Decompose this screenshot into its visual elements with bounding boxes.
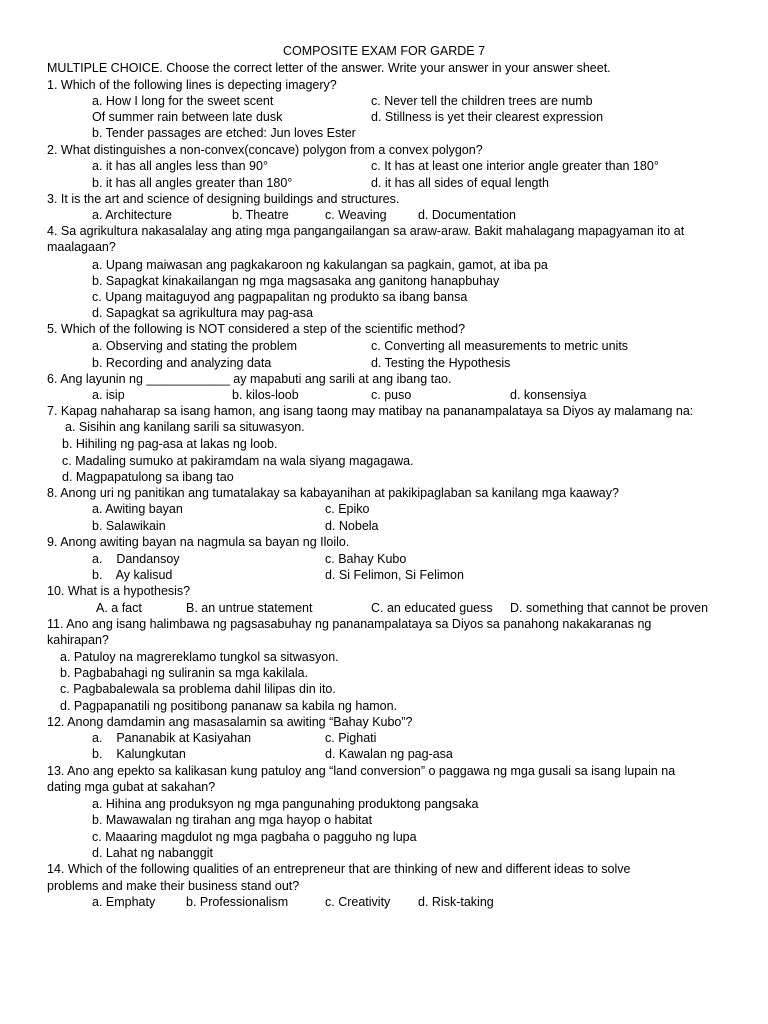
- question-11: 11. Ano ang isang halimbawa ng pagsasabuhay ng pananampalataya sa Diyos sa panahong nakakaranas ng: [47, 617, 652, 631]
- option: c. Converting all measurements to metric units: [371, 339, 629, 353]
- option: b. Recording and analyzing data: [92, 356, 272, 370]
- option: d. Kawalan ng pag-asa: [325, 747, 453, 761]
- option: Of summer rain between late dusk: [92, 110, 283, 124]
- option: a. Architecture: [92, 208, 172, 222]
- question-10: 10. What is a hypothesis?: [47, 584, 191, 598]
- option: a. Patuloy na magrereklamo tungkol sa sitwasyon.: [60, 650, 339, 664]
- option: a. How I long for the sweet scent: [92, 94, 274, 108]
- option: b. Pagbabahagi ng suliranin sa mga kakilala.: [60, 666, 309, 680]
- option: c. Pagbabalewala sa problema dahil lilipas din ito.: [60, 682, 336, 696]
- question-6: 6. Ang layunin ng ____________ ay mapabuti ang sarili at ang ibang tao.: [47, 372, 452, 386]
- option: d. Risk-taking: [418, 895, 494, 909]
- option: b. Mawawalan ng tirahan ang mga hayop o habitat: [92, 813, 373, 827]
- option: d. Si Felimon, Si Felimon: [325, 568, 464, 582]
- option: c. Never tell the children trees are numb: [371, 94, 593, 108]
- option: d. Testing the Hypothesis: [371, 356, 511, 370]
- option: c. Madaling sumuko at pakiramdam na wala siyang magagawa.: [62, 454, 414, 468]
- option: b. Theatre: [232, 208, 289, 222]
- option: a. Sisihin ang kanilang sarili sa situwasyon.: [65, 420, 305, 434]
- option: d. konsensiya: [510, 388, 587, 402]
- question-9: 9. Anong awiting bayan na nagmula sa bayan ng Iloilo.: [47, 535, 350, 549]
- option: a. Upang maiwasan ang pagkakaroon ng kakulangan sa pagkain, gamot, at iba pa: [92, 258, 548, 272]
- option: c. Weaving: [325, 208, 387, 222]
- question-4: 4. Sa agrikultura nakasalalay ang ating mga pangangailangan sa araw-araw. Bakit mahalagang mapagyaman ito at: [47, 224, 685, 238]
- option: b. Professionalism: [186, 895, 289, 909]
- option: D. something that cannot be proven: [510, 601, 709, 615]
- question-3: 3. It is the art and science of designing buildings and structures.: [47, 192, 400, 206]
- instructions: MULTIPLE CHOICE. Choose the correct letter of the answer. Write your answer in your answer sheet.: [47, 61, 611, 75]
- option: b. kilos-loob: [232, 388, 299, 402]
- option: d. Documentation: [418, 208, 516, 222]
- option: d. Nobela: [325, 519, 379, 533]
- option: a. isip: [92, 388, 125, 402]
- question-1: 1. Which of the following lines is depecting imagery?: [47, 78, 337, 92]
- option: b. Salawikain: [92, 519, 166, 533]
- option: b. Sapagkat kinakailangan ng mga magsasaka ang ganitong hanapbuhay: [92, 274, 500, 288]
- question-11-continued: kahirapan?: [47, 633, 109, 647]
- exam-title: COMPOSITE EXAM FOR GARDE 7: [282, 44, 486, 58]
- option: c. Epiko: [325, 502, 370, 516]
- question-14-continued: problems and make their business stand out?: [47, 879, 300, 893]
- option: a. Pananabik at Kasiyahan: [92, 731, 252, 745]
- option: c. puso: [371, 388, 412, 402]
- option: c. Pighati: [325, 731, 377, 745]
- option: c. Bahay Kubo: [325, 552, 407, 566]
- option: b. Ay kalisud: [92, 568, 173, 582]
- option: c. Creativity: [325, 895, 391, 909]
- option: c. It has at least one interior angle greater than 180°: [371, 159, 659, 173]
- option: d. Sapagkat sa agrikultura may pag-asa: [92, 306, 313, 320]
- question-14: 14. Which of the following qualities of an entrepreneur that are thinking of new and different ideas to solve: [47, 862, 631, 876]
- option: a. Awiting bayan: [92, 502, 183, 516]
- option: d. Magpapatulong sa ibang tao: [62, 470, 234, 484]
- question-7: 7. Kapag nahaharap sa isang hamon, ang isang taong may matibay na pananampalataya sa Diyos ay malamang na:: [47, 404, 694, 418]
- option: a. Dandansoy: [92, 552, 180, 566]
- option: b. it has all angles greater than 180°: [92, 176, 293, 190]
- question-12: 12. Anong damdamin ang masasalamin sa awiting “Bahay Kubo”?: [47, 715, 413, 729]
- option: d. Stillness is yet their clearest expression: [371, 110, 604, 124]
- option: c. Upang maitaguyod ang pagpapalitan ng produkto sa ibang bansa: [92, 290, 468, 304]
- option: B. an untrue statement: [186, 601, 313, 615]
- option: a. it has all angles less than 90°: [92, 159, 268, 173]
- option: a. Observing and stating the problem: [92, 339, 297, 353]
- question-4-continued: maalagaan?: [47, 240, 116, 254]
- question-13-continued: dating mga gubat at sakahan?: [47, 780, 216, 794]
- option: d. Pagpapanatili ng positibong pananaw sa kabila ng hamon.: [60, 699, 398, 713]
- question-2: 2. What distinguishes a non-convex(concave) polygon from a convex polygon?: [47, 143, 483, 157]
- option: C. an educated guess: [371, 601, 493, 615]
- option: A. a fact: [96, 601, 142, 615]
- option: b. Hihiling ng pag-asa at lakas ng loob.: [62, 437, 278, 451]
- question-5: 5. Which of the following is NOT considered a step of the scientific method?: [47, 322, 466, 336]
- option: d. it has all sides of equal length: [371, 176, 549, 190]
- option: d. Lahat ng nabanggit: [92, 846, 213, 860]
- option: c. Maaaring magdulot ng mga pagbaha o pagguho ng lupa: [92, 830, 417, 844]
- option: a. Emphaty: [92, 895, 156, 909]
- option: a. Hihina ang produksyon ng mga pangunahing produktong pangsaka: [92, 797, 479, 811]
- option: b. Tender passages are etched: Jun loves Ester: [92, 126, 356, 140]
- question-13: 13. Ano ang epekto sa kalikasan kung patuloy ang “land conversion” o paggawa ng mga gusali sa isang lupain na: [47, 764, 676, 778]
- question-8: 8. Anong uri ng panitikan ang tumatalakay sa kabayanihan at pakikipaglaban sa kanilang mga kaaway?: [47, 486, 619, 500]
- option: b. Kalungkutan: [92, 747, 186, 761]
